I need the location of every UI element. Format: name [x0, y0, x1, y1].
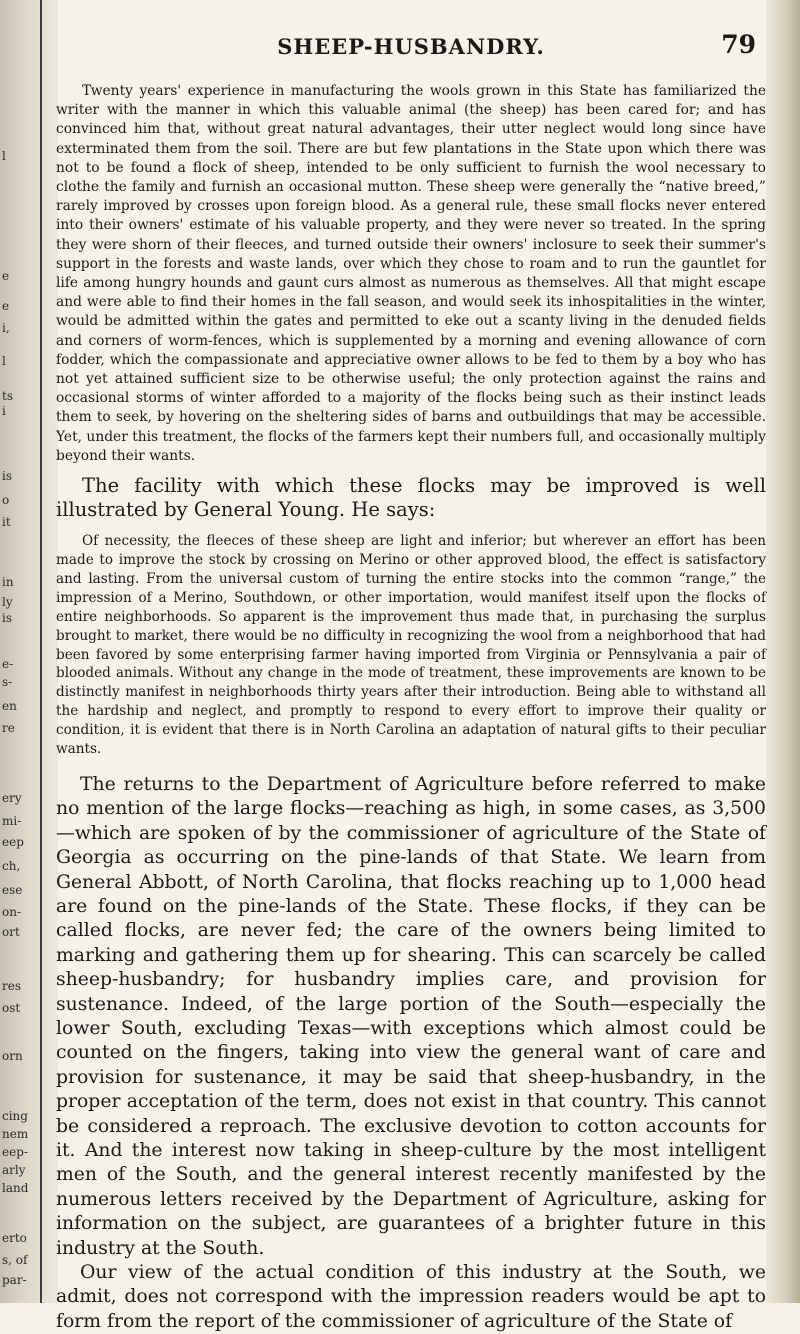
page-edge-shadow: [766, 0, 800, 1303]
gutter-fragment: is: [2, 469, 12, 483]
gutter-fragment: eep: [2, 835, 24, 849]
paragraph-actual-condition: Our view of the actual condition of this industry at the South, we admit, does not correspond with the impression readers would be apt to form from the report of the commissioner of agriculture of the State of: [56, 1262, 766, 1332]
gutter-fragment: land: [2, 1181, 29, 1195]
gutter-fragment: i: [2, 404, 6, 418]
gutter-fragment: ery: [2, 791, 22, 805]
gutter-fragment: res: [2, 979, 21, 993]
gutter-fragment: en: [2, 699, 17, 713]
book-page: [56, 28, 766, 1334]
gutter-fragment: ch,: [2, 859, 21, 873]
paragraph-department-returns: The returns to the Department of Agriculture before referred to make no mention of the large flocks—reaching as high, in some cases, as 3,500—which are spoken of by the commissioner of agriculture of the State of Georgia as occurring on the pine-lands of that State. We learn from General Abbott, of North Carolina, that flocks reaching up to 1,000 head are found on the pine-lands of the State. These flocks, if they can be called flocks, are never fed; the care of the owners being limited to marking and gathering them up for shearing. This can scarcely be called sheep-husbandry; for husbandry implies care, and provision for sustenance. Indeed, of the large portion of the South—especially the lower South, excluding Texas—with exceptions which almost could be counted on the fingers, taking into view the general want of care and provision for sustenance, it may be said that sheep-husbandry, in the proper acceptation of the term, does not exist in that country. This cannot be considered a reproach. The exclusive devotion to cotton accounts for it. And the interest now taking in sheep-culture by the most intelligent men of the South, and the general interest recently manifested by the numerous letters received by the Department of Agriculture, asking for information on the subject, are guarantees of a brighter future in this industry at the South.: [56, 773, 766, 1259]
running-head: SHEEP-HUSBANDRY.: [277, 34, 545, 59]
gutter-fragment: re: [2, 721, 15, 735]
gutter-fragment: e: [2, 269, 10, 283]
gutter-fragment: s, of: [2, 1253, 28, 1267]
gutter-fragment: is: [2, 611, 12, 625]
gutter-fragment: in: [2, 575, 14, 589]
gutter-fragment: nem: [2, 1127, 29, 1141]
page-gutter-shadow: [0, 0, 58, 1303]
gutter-fragment: ort: [2, 925, 20, 939]
page-number: 79: [721, 30, 756, 59]
gutter-fragment: e: [2, 299, 10, 313]
gutter-fragment: on-: [2, 905, 22, 919]
paragraph-general-young-intro: The facility with which these flocks may be improved is well illustrated by General Young. He says:: [56, 474, 766, 522]
gutter-fragment: ese: [2, 883, 23, 897]
gutter-fragment: it: [2, 515, 11, 529]
page-header: [56, 28, 766, 74]
paragraph-quote-improvement: Of necessity, the fleeces of these sheep are light and inferior; but wherever an effort has been made to improve the stock by crossing on Merino or other approved blood, the effect is satisfactory and lasting. From the universal custom of turning the entire stocks into the common “range,” the impression of a Merino, Southdown, or other importation, would manifest itself upon the flocks of entire neighborhoods. So apparent is the improvement thus made that, in purchasing the surplus brought to market, there would be no difficulty in recognizing the wool from a neighborhood that had been favored by some enterprising farmer having imported from Virginia or Pennsylvania a pair of blooded animals. Without any change in the mode of treatment, these improvements are known to be distinctly manifest in neighborhoods thirty years after their introduction. Being able to withstand all the hardship and neglect, and promptly to respond to every effort to improve their quality or condition, it is evident that there is in North Carolina an adaptation of natural gifts to their peculiar wants.: [56, 533, 766, 758]
gutter-fragment: orn: [2, 1049, 23, 1063]
gutter-fragment: e-: [2, 657, 14, 671]
gutter-fragment: par-: [2, 1273, 27, 1287]
gutter-fragment: mi-: [2, 814, 22, 828]
gutter-fragment: l: [2, 149, 6, 163]
gutter-fragment: arly: [2, 1163, 26, 1177]
gutter-fragment: l: [2, 354, 6, 368]
gutter-fragment: i,: [2, 321, 10, 335]
gutter-fragment: o: [2, 493, 10, 507]
gutter-fragment: erto: [2, 1231, 27, 1245]
binding-line: [40, 0, 42, 1303]
paragraph-quoted-experience: Twenty years' experience in manufacturing the wools grown in this State has familiarized the writer with the manner in which this valuable animal (the sheep) has been cared for; and has convinced him that, without great natural advantages, their utter neglect would long since have exterminated them from the soil. There are but few plantations in the State upon which there was not to be found a flock of sheep, intended to be only sufficient to furnish the wool necessary to clothe the family and furnish an occasional mutton. These sheep were generally the “native breed,” rarely improved by crosses upon foreign blood. As a general rule, these small flocks never entered into their owners' estimate of his valuable property, and they were never so treated. In the spring they were shorn of their fleeces, and turned outside their owners' inclosure to seek their summer's support in the forests and waste lands, over which they chose to roam and to run the gauntlet for life among hungry hounds and gaunt curs almost as numerous as themselves. All that might escape and were able to find their homes in the fall season, and would seek its inhospitalities in the winter, would be admitted within the gates and permitted to eke out a scanty living in the denuded fields and corners of worm-fences, which is supplemented by a morning and evening allowance of corn fodder, which the compassionate and appreciative owner allows to be fed to them by a boy who has not yet attained sufficient size to be otherwise useful; the only protection against the rains and occasional storms of winter afforded to a majority of the flocks being such as their instinct leads them to seek, by hovering on the sheltering sides of barns and outbuildings that may be accessible. Yet, under this treatment, the flocks of the farmers kept their numbers full, and occasionally multiply beyond their wants.: [56, 83, 766, 464]
gutter-fragment: s-: [2, 675, 13, 689]
gutter-fragment: cing: [2, 1109, 28, 1123]
gutter-fragment: ost: [2, 1001, 21, 1015]
gutter-fragment: ts: [2, 389, 13, 403]
gutter-fragment: eep-: [2, 1145, 28, 1159]
gutter-fragment: ly: [2, 595, 13, 609]
